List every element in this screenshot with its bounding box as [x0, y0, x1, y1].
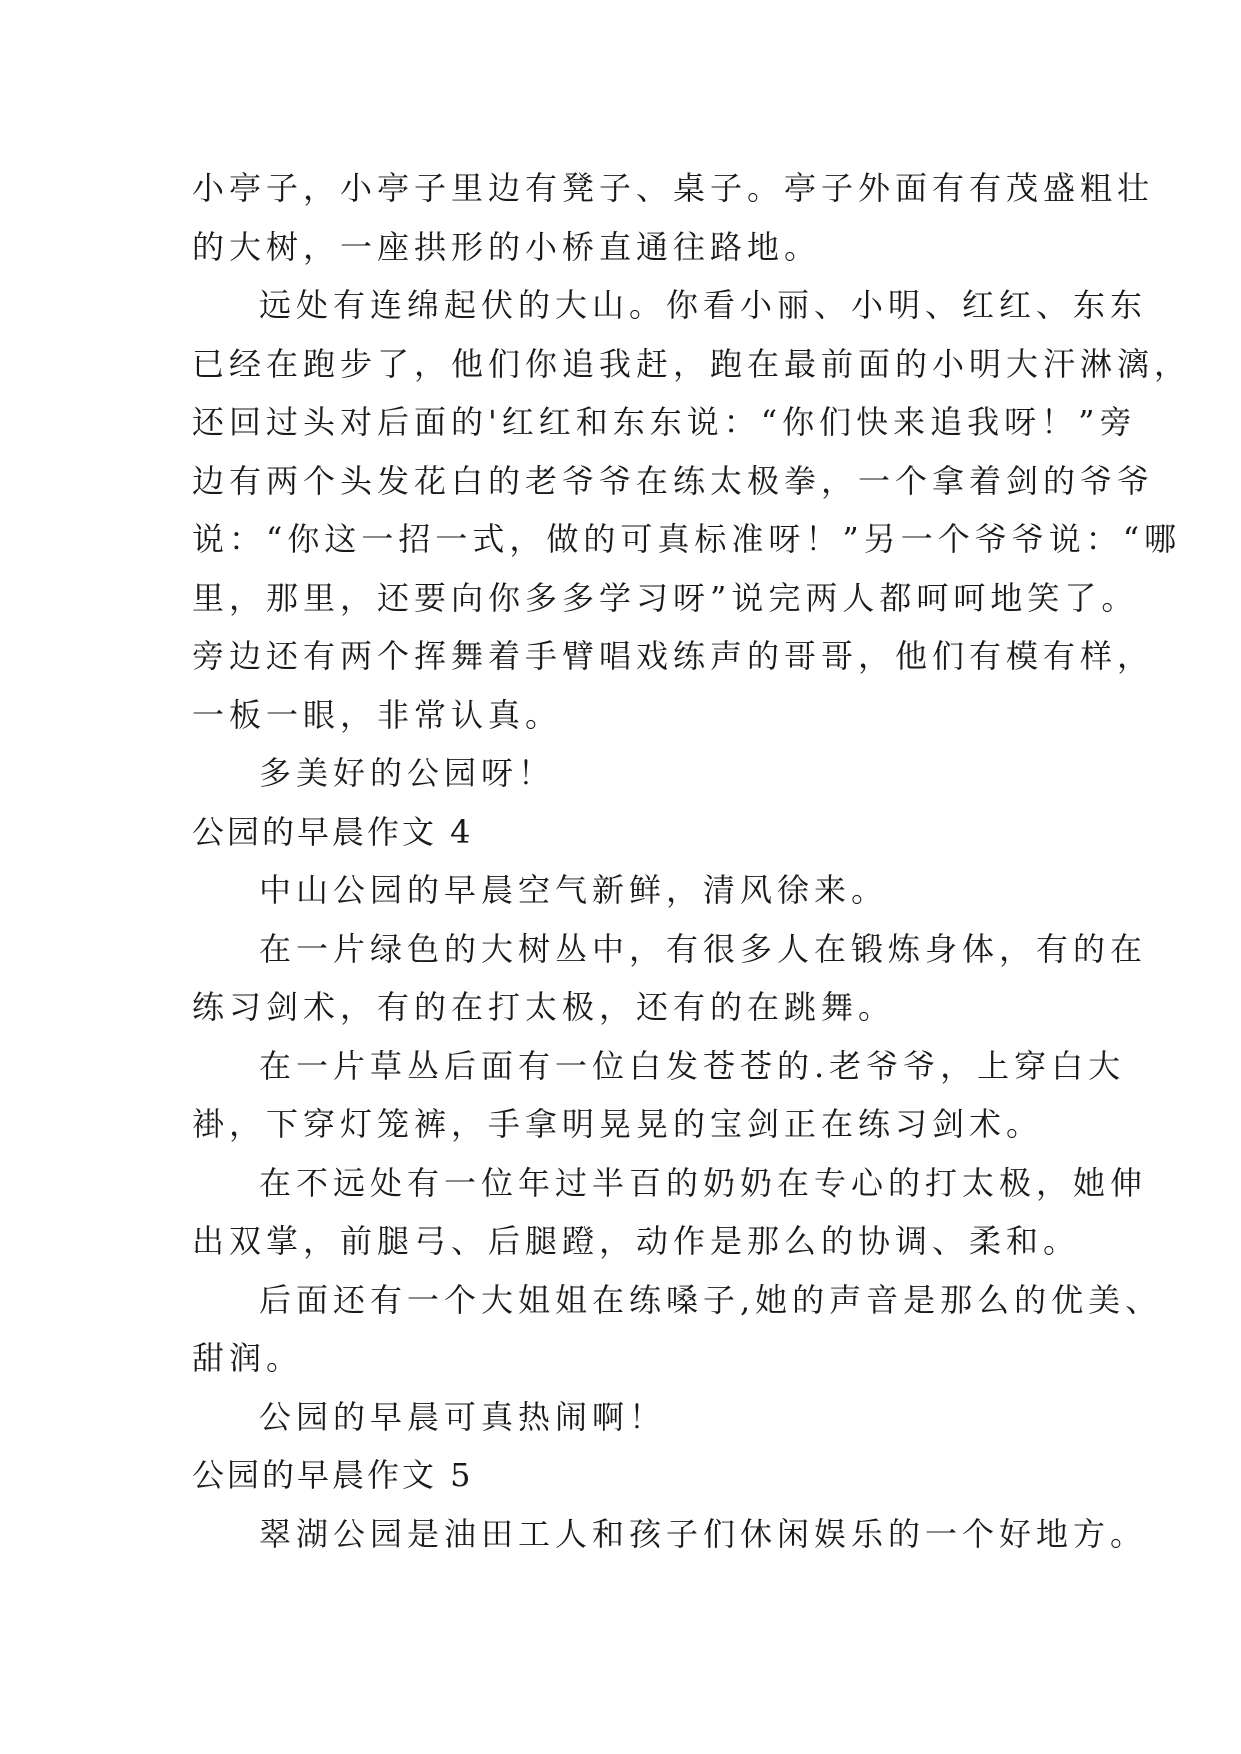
- text-line: 练习剑术，有的在打太极，还有的在跳舞。: [192, 988, 896, 1026]
- text-line: 边有两个头发花白的老爷爷在练太极拳，一个拿着剑的爷爷: [192, 461, 1155, 500]
- text-line: 在不远处有一位年过半百的奶奶在专心的打太极，她伸: [259, 1163, 1148, 1202]
- text-line: 一板一眼，非常认真。: [192, 695, 563, 734]
- text-line: 翠湖公园是油田工人和孩子们休闲娱乐的一个好地方。: [259, 1514, 1148, 1553]
- text-line: 甜润。: [192, 1339, 304, 1377]
- text-line: 多美好的公园呀！: [259, 754, 556, 792]
- text-line: 褂，下穿灯笼裤，手拿明晃晃的宝剑正在练习剑术。: [192, 1105, 1044, 1143]
- document-body: [192, 159, 1192, 1563]
- text-line: 小亭子，小亭子里边有凳子、桌子。亭子外面有有茂盛粗壮: [192, 169, 1155, 207]
- text-line: 出双掌，前腿弓、后腿蹬，动作是那么的协调、柔和。: [192, 1222, 1081, 1260]
- text-line: 的大树，一座拱形的小桥直通往路地。: [192, 227, 822, 266]
- text-line: 中山公园的早晨空气新鲜，清风徐来。: [259, 871, 889, 909]
- text-line: 公园的早晨可真热闹啊！: [259, 1397, 667, 1436]
- text-line: 说：“你这一招一式，做的可真标准呀！”另一个爷爷说：“哪: [192, 520, 1182, 558]
- section-heading: 公园的早晨作文 4: [192, 812, 474, 851]
- section-heading: 公园的早晨作文 5: [192, 1456, 474, 1494]
- text-line: 里，那里，还要向你多多学习呀”说完两人都呵呵地笑了。: [192, 578, 1139, 617]
- text-line: 后面还有一个大姐姐在练嗓子,她的声音是那么的优美、: [259, 1280, 1163, 1319]
- text-line: 在一片草丛后面有一位白发苍苍的.老爷爷，上穿白大: [259, 1046, 1126, 1085]
- text-line: 还回过头对后面的'红红和东东说：“你们快来追我呀！”旁: [192, 403, 1137, 441]
- text-line: 已经在跑步了，他们你追我赶，跑在最前面的小明大汗淋漓，: [192, 344, 1192, 383]
- text-line: 旁边还有两个挥舞着手臂唱戏练声的哥哥，他们有模有样，: [192, 637, 1155, 675]
- text-line: 远处有连绵起伏的大山。你看小丽、小明、红红、东东: [259, 286, 1148, 324]
- text-line: 在一片绿色的大树丛中，有很多人在锻炼身体，有的在: [259, 929, 1148, 968]
